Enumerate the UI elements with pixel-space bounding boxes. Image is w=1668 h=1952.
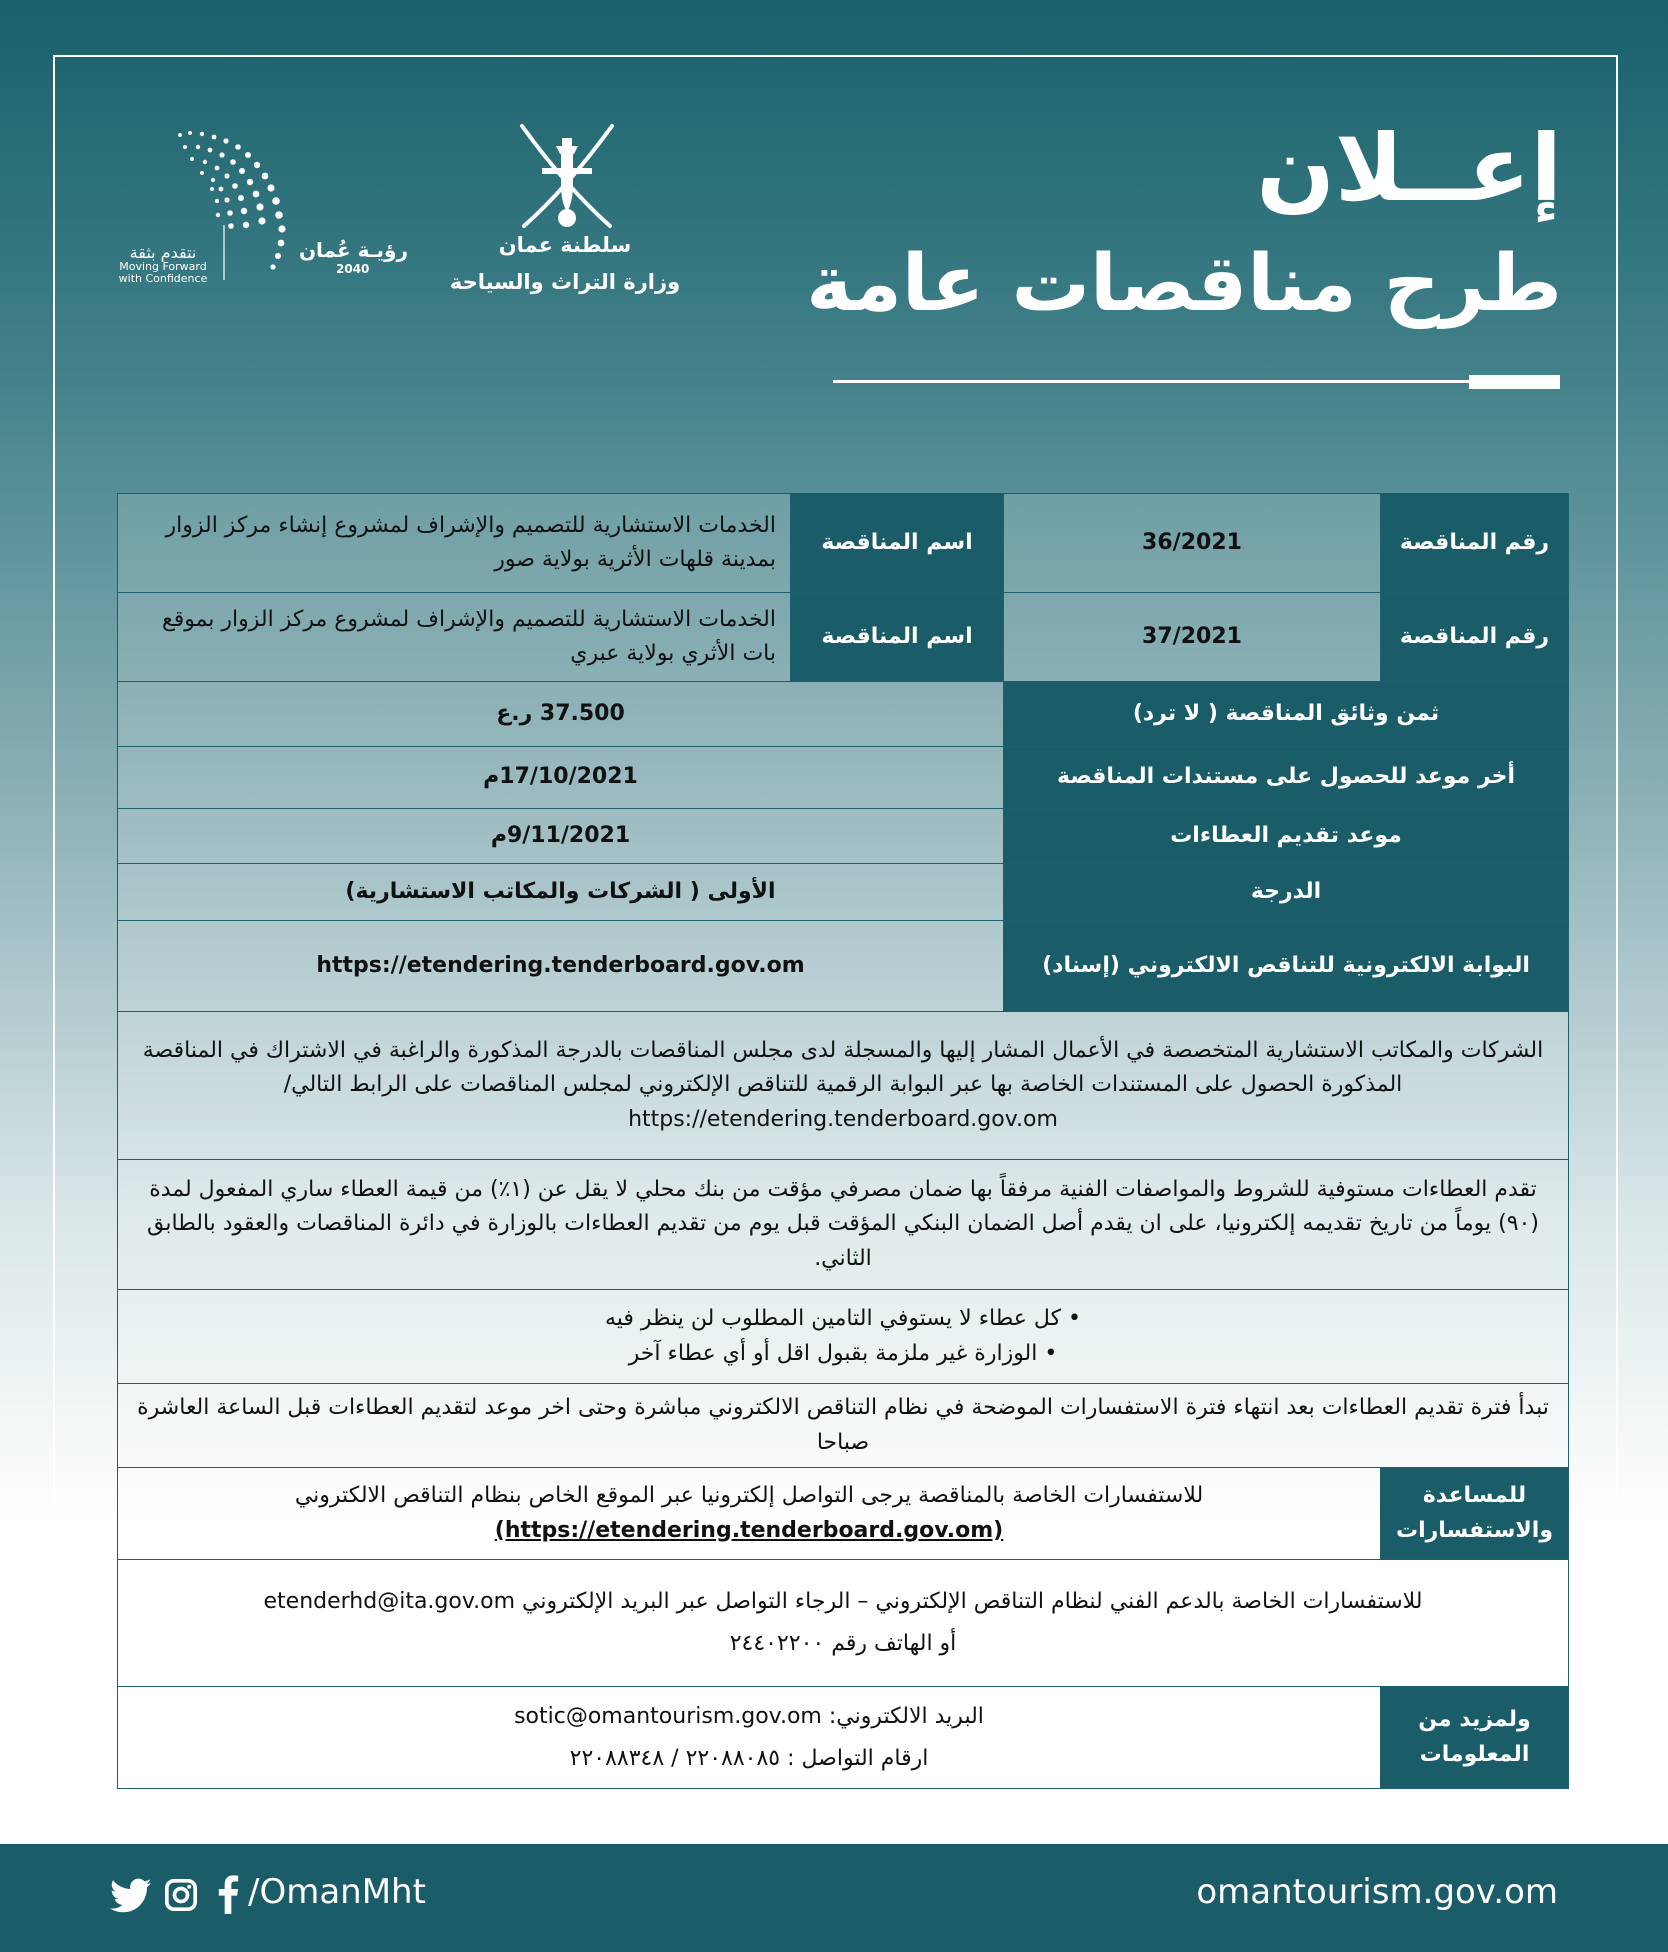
title-underline xyxy=(833,380,1560,383)
table-row xyxy=(118,1012,1569,1160)
ministry-name: وزارة التراث والسياحة xyxy=(449,270,681,294)
vision-tagline-ar: نتقدم بثقة xyxy=(129,243,197,262)
table-row xyxy=(118,747,1569,809)
help-label: للمساعدة والاستفسارات xyxy=(1381,1468,1569,1560)
docs-deadline-value: 17/10/2021م xyxy=(118,747,1004,809)
vision-tagline-en-1: Moving Forward xyxy=(119,260,207,273)
table-row xyxy=(118,1687,1569,1789)
grade-value: الأولى ( الشركات والمكاتب الاستشارية) xyxy=(118,864,1004,921)
footer xyxy=(0,1844,1668,1952)
table-row xyxy=(118,593,1569,682)
table-row xyxy=(118,494,1569,593)
table-row xyxy=(118,809,1569,864)
oman-emblem-icon xyxy=(512,118,622,236)
portal-label: البوابة الالكترونية للتناقص الالكتروني (إسناد) xyxy=(1004,921,1569,1012)
portal-link[interactable]: https://etendering.tenderboard.gov.om xyxy=(118,921,1004,1012)
help-link[interactable]: (https://etendering.tenderboard.gov.om) xyxy=(494,1517,1004,1543)
twitter-icon[interactable] xyxy=(110,1878,152,1914)
table-row xyxy=(118,921,1569,1012)
social-handle[interactable]: /OmanMht xyxy=(248,1872,426,1912)
table-row xyxy=(118,864,1569,921)
help-text: للاستفسارات الخاصة بالمناقصة يرجى التواصل إلكترونيا عبر الموقع الخاص بنظام التناقص الالكتروني xyxy=(294,1483,1204,1509)
table-row xyxy=(118,1468,1569,1560)
tender-name-label: اسم المناقصة xyxy=(791,494,1004,593)
title-underline-accent xyxy=(1469,375,1560,389)
vision-tagline-en-2: with Confidence xyxy=(118,272,208,285)
condition-item: • كل عطاء لا يستوفي التامين المطلوب لن ينظر فيه xyxy=(604,1306,1082,1332)
guarantee-paragraph: تقدم العطاءات مستوفية للشروط والمواصفات الفنية مرفقاً بها ضمان مصرفي مؤقت من بنك محلي لا يقل عن (١٪) من قيمة العطاء ساري المفعول لمدة (٩٠) يوماً من تاريخ تقديمه إلكترونيا، على ان يقدم أصل الضمان البنكي المؤقت قبل يوم من تقديم العطاءات بالوزارة في دائرة المناقصات والعقود بالطابق الثاني. xyxy=(118,1160,1569,1290)
tender-number: 36/2021 xyxy=(1004,494,1381,593)
grade-label: الدرجة xyxy=(1004,864,1569,921)
more-info-phones: ارقام التواصل : ٢٢٠٨٨٠٨٥ / ٢٢٠٨٨٣٤٨ xyxy=(569,1745,929,1771)
ministry-country: سلطنة عمان xyxy=(498,233,632,257)
submission-date-value: 9/11/2021م xyxy=(118,809,1004,864)
table-row xyxy=(118,682,1569,747)
instagram-icon[interactable] xyxy=(164,1878,198,1912)
page-subtitle: طرح مناقصات عامة xyxy=(806,239,1562,329)
eligibility-paragraph: الشركات والمكاتب الاستشارية المتخصصة في الأعمال المشار إليها والمسجلة لدى مجلس المناقصات بالدرجة المذكورة والراغبة في الاشتراك في المناقصة المذكورة الحصول على المستندات الخاصة بها عبر البوابة الرقمية للتناقص الإلكتروني لمجلس المناقصات على الرابط التالي/ https://etendering.tenderboard.gov.om xyxy=(118,1012,1569,1160)
tender-number: 37/2021 xyxy=(1004,593,1381,682)
help-cell xyxy=(118,1468,1381,1560)
tender-name: الخدمات الاستشارية للتصميم والإشراف لمشروع مركز الزوار بموقع بات الأثري بولاية عبري xyxy=(118,593,791,682)
more-info-label: ولمزيد من المعلومات xyxy=(1381,1687,1569,1789)
tender-number-label: رقم المناقصة xyxy=(1381,593,1569,682)
vision-brand-text: رؤيـة عُمان xyxy=(298,238,408,262)
docs-deadline-label: أخر موعد للحصول على مستندات المناقصة xyxy=(1004,747,1569,809)
tender-name-label: اسم المناقصة xyxy=(791,593,1004,682)
condition-item: • الوزارة غير ملزمة بقبول اقل أو أي عطاء آخر xyxy=(628,1340,1058,1366)
conditions-list xyxy=(118,1290,1569,1384)
table-row xyxy=(118,1384,1569,1468)
submission-date-label: موعد تقديم العطاءات xyxy=(1004,809,1569,864)
price-value: 37.500 ر.ع xyxy=(118,682,1004,747)
page-title: إعــلان xyxy=(1256,115,1562,222)
tender-name: الخدمات الاستشارية للتصميم والإشراف لمشروع إنشاء مركز الزوار بمدينة قلهات الأثرية بولاية صور xyxy=(118,494,791,593)
tender-table xyxy=(117,493,1569,1789)
price-label: ثمن وثائق المناقصة ( لا ترد) xyxy=(1004,682,1569,747)
support-cell xyxy=(118,1560,1569,1687)
table-row xyxy=(118,1290,1569,1384)
submission-period-paragraph: تبدأ فترة تقديم العطاءات بعد انتهاء فترة الاستفسارات الموضحة في نظام التناقص الالكتروني مباشرة وحتى اخر موعد لتقديم العطاءات قبل الساعة العاشرة صباحا xyxy=(118,1384,1569,1468)
support-text: للاستفسارات الخاصة بالدعم الفني لنظام التناقص الإلكتروني – الرجاء التواصل عبر البريد الإلكتروني etenderhd@ita.gov.om xyxy=(263,1589,1423,1615)
facebook-icon[interactable] xyxy=(216,1874,240,1914)
support-phone: أو الهاتف رقم ٢٤٤٠٢٢٠٠ xyxy=(729,1631,957,1656)
more-info-email: البريد الالكتروني: sotic@omantourism.gov.om xyxy=(514,1703,984,1729)
table-row xyxy=(118,1560,1569,1687)
table-row xyxy=(118,1160,1569,1290)
tender-number-label: رقم المناقصة xyxy=(1381,494,1569,593)
more-info-cell xyxy=(118,1687,1381,1789)
vision-year: 2040 xyxy=(336,262,370,276)
website-link[interactable]: omantourism.gov.om xyxy=(1196,1872,1558,1912)
